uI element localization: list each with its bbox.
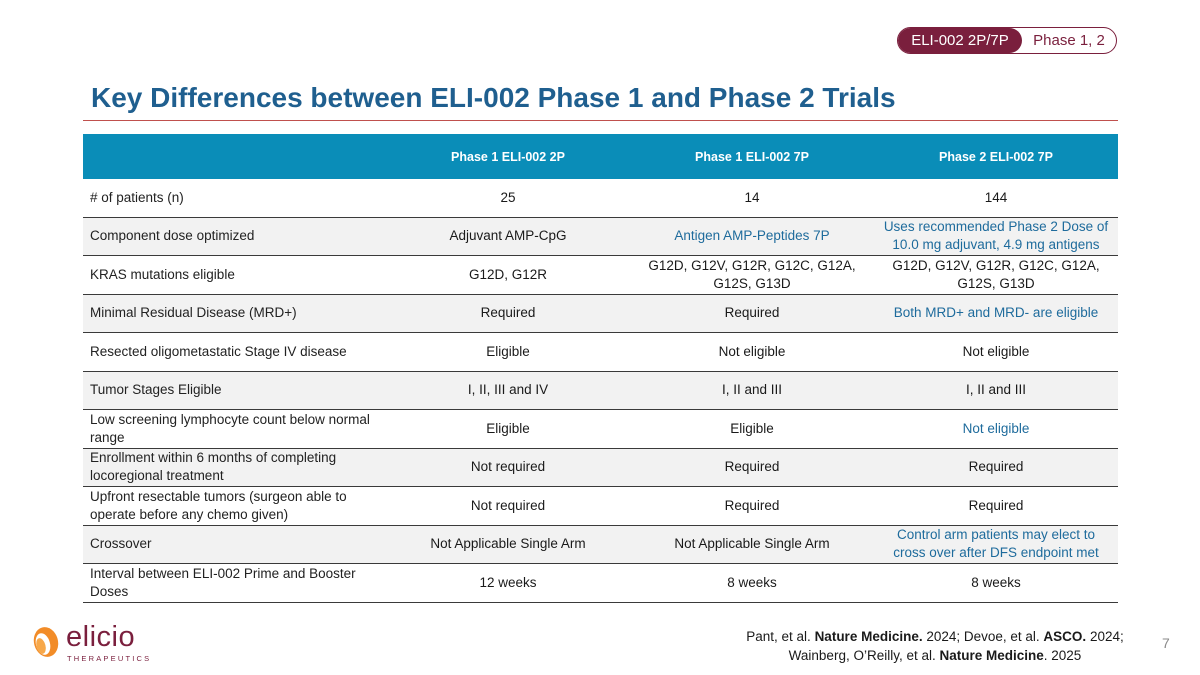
cell-value: G12D, G12V, G12R, G12C, G12A, G12S, G13D bbox=[630, 256, 874, 295]
table-row bbox=[83, 333, 1118, 372]
elicio-logo bbox=[32, 621, 152, 665]
logo-tagline: THERAPEUTICS bbox=[67, 654, 152, 663]
page-number: 7 bbox=[1162, 635, 1170, 651]
comparison-table bbox=[83, 134, 1118, 603]
row-label: Low screening lymphocyte count below normal range bbox=[83, 410, 386, 449]
cell-value: 8 weeks bbox=[630, 564, 874, 603]
cell-value: Not Applicable Single Arm bbox=[386, 525, 630, 564]
header-empty bbox=[83, 134, 386, 179]
row-label: # of patients (n) bbox=[83, 179, 386, 217]
cell-value: Not eligible bbox=[874, 410, 1118, 449]
cell-value: Eligible bbox=[386, 410, 630, 449]
badge-program: ELI-002 2P/7P bbox=[898, 28, 1022, 53]
cell-value: 8 weeks bbox=[874, 564, 1118, 603]
citation-text: 2024; bbox=[1086, 629, 1124, 644]
row-label: KRAS mutations eligible bbox=[83, 256, 386, 295]
citation-text: Pant, et al. bbox=[746, 629, 815, 644]
cell-value: I, II, III and IV bbox=[386, 371, 630, 410]
row-label: Interval between ELI-002 Prime and Booster Doses bbox=[83, 564, 386, 603]
citation-text: 2024; Devoe, et al. bbox=[922, 629, 1044, 644]
table-row bbox=[83, 371, 1118, 410]
cell-value: Not eligible bbox=[874, 333, 1118, 372]
citation-text: . 2025 bbox=[1043, 648, 1082, 663]
cell-value: Required bbox=[874, 448, 1118, 487]
cell-value: I, II and III bbox=[874, 371, 1118, 410]
slide-title: Key Differences between ELI-002 Phase 1 and Phase 2 Trials bbox=[91, 82, 896, 113]
cell-value: Uses recommended Phase 2 Dose of 10.0 mg adjuvant, 4.9 mg antigens bbox=[874, 217, 1118, 256]
header-phase1-7p: Phase 1 ELI-002 7P bbox=[630, 134, 874, 179]
table-row bbox=[83, 294, 1118, 333]
row-label: Crossover bbox=[83, 525, 386, 564]
cell-value: Required bbox=[386, 294, 630, 333]
table-row bbox=[83, 525, 1118, 564]
table-row bbox=[83, 410, 1118, 449]
table-row bbox=[83, 448, 1118, 487]
cell-value: Eligible bbox=[630, 410, 874, 449]
table-row bbox=[83, 256, 1118, 295]
cell-value: Required bbox=[874, 487, 1118, 526]
cell-value: G12D, G12V, G12R, G12C, G12A, G12S, G13D bbox=[874, 256, 1118, 295]
cell-value: Not eligible bbox=[630, 333, 874, 372]
cell-value: Eligible bbox=[386, 333, 630, 372]
table-row bbox=[83, 179, 1118, 217]
cell-value: Not required bbox=[386, 487, 630, 526]
row-label: Component dose optimized bbox=[83, 217, 386, 256]
cell-value: Not required bbox=[386, 448, 630, 487]
citation-journal: Nature Medicine bbox=[939, 648, 1044, 663]
cell-value: Required bbox=[630, 448, 874, 487]
cell-value: Antigen AMP-Peptides 7P bbox=[630, 217, 874, 256]
row-label: Enrollment within 6 months of completing locoregional treatment bbox=[83, 448, 386, 487]
cell-value: Adjuvant AMP-CpG bbox=[386, 217, 630, 256]
table-row bbox=[83, 217, 1118, 256]
citation-text: Wainberg, O’Reilly, et al. bbox=[788, 648, 940, 663]
row-label: Tumor Stages Eligible bbox=[83, 371, 386, 410]
logo-wordmark: elicio bbox=[66, 621, 136, 653]
citation-journal: Nature Medicine. bbox=[814, 629, 923, 644]
cell-value: Control arm patients may elect to cross over after DFS endpoint met bbox=[874, 525, 1118, 564]
citation-journal: ASCO. bbox=[1043, 629, 1087, 644]
cell-value: Required bbox=[630, 487, 874, 526]
row-label: Upfront resectable tumors (surgeon able to operate before any chemo given) bbox=[83, 487, 386, 526]
header-phase2-7p: Phase 2 ELI-002 7P bbox=[874, 134, 1118, 179]
cell-value: Not Applicable Single Arm bbox=[630, 525, 874, 564]
row-label: Resected oligometastatic Stage IV disease bbox=[83, 333, 386, 372]
table-row bbox=[83, 564, 1118, 603]
title-divider bbox=[83, 120, 1118, 121]
header-phase1-2p: Phase 1 ELI-002 2P bbox=[386, 134, 630, 179]
cell-value: Both MRD+ and MRD- are eligible bbox=[874, 294, 1118, 333]
table-row bbox=[83, 487, 1118, 526]
cell-value: 14 bbox=[630, 179, 874, 217]
row-label: Minimal Residual Disease (MRD+) bbox=[83, 294, 386, 333]
trial-badge bbox=[897, 27, 1117, 54]
cell-value: G12D, G12R bbox=[386, 256, 630, 295]
table-header-row bbox=[83, 134, 1118, 179]
cell-value: Required bbox=[630, 294, 874, 333]
logo-mark-icon bbox=[32, 624, 66, 660]
badge-phase: Phase 1, 2 bbox=[1033, 32, 1105, 49]
cell-value: 144 bbox=[874, 179, 1118, 217]
citation bbox=[700, 627, 1170, 665]
cell-value: I, II and III bbox=[630, 371, 874, 410]
cell-value: 12 weeks bbox=[386, 564, 630, 603]
cell-value: 25 bbox=[386, 179, 630, 217]
